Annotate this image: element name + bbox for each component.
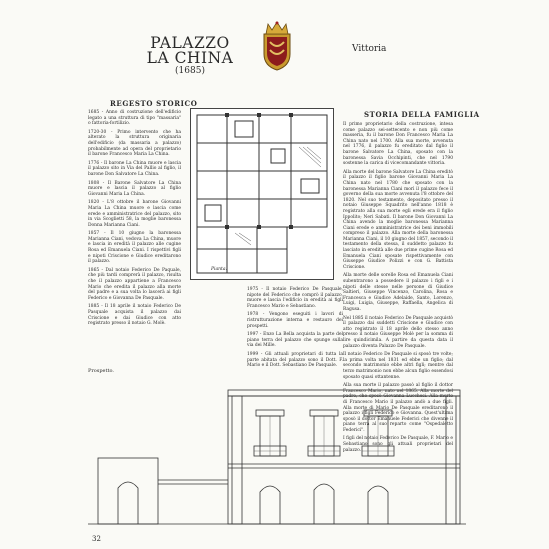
family-paragraph: Alla morte delle sorelle Rosa ed Emanuela Ciani subentrarono a possedere il palazzo i figli e i nipoti delle stesse nelle persone di Giudice Saltieri, Giuseppe Vincenzo, Carolina, Rosa e Francesca e Giudice Adelaide, Santo, Lorenzo, Luigi, Luigia, Giuseppe, Raffaella, Angelica di Ragusa. [343, 273, 453, 312]
family-paragraph: Alla sua morte il palazzo passò al figlio il dottor Francesco Mario, nato nel 1865. Alla morte del padre, che sposò Giovanna Lucchesi. Alla morte di Francesco Mario il palazzo andò a due figli. Alla morte di Mario De Pasquale ereditarono il palazzo i figli Federico e Giovanna. Quest'ultima sposò il dottor Emanuele Federici che divenne il piano terra al suo reparto come "Ospedaletto Federici". [343, 383, 453, 433]
regesto-entry: 1885 - Il 18 aprile il notaio Federico De Pasquale acquista il palazzo dai Criscione e dai Giudice con atto registrato presso il notaio G. Molè. [88, 304, 181, 327]
page-number: 32 [92, 535, 101, 543]
regesto-entry: 1808 - Il Barone Salvatore La China muore e lascia il palazzo al figlio Giovanni Maria La China. [88, 180, 181, 197]
regesto-entry: 1999 - Gli attuali proprietari di tutta la parte abitata del palazzo sono il Dott. F. Mario e il Dott. Sebastiano De Pasquale. [247, 351, 343, 369]
facade-caption: Prospetto. [88, 368, 115, 374]
facade-elevation-drawing [88, 380, 466, 528]
family-paragraph: Nel 1885 il notaio Federico De Pasquale acquistò il palazzo dai suddetti Criscione e Giudice con atto registrato il 18 aprile dello stesso anno presso il notaio Giuseppe Molè per la somma di lire quindicimila. A partire da questa data il palazzo diventa Palazzo De Pasquale. [343, 315, 453, 349]
city-name: Vittoria [352, 44, 387, 54]
coat-of-arms-icon [258, 20, 296, 72]
regesto-entry: 1975 - Il notaio Federico De Pasquale, nipote del Federico che comprò il palazzo, muore e lascia l'edificio in eredità ai figli Francesco Mario e Sebastiano. [247, 287, 343, 309]
regesto-entry: 1865 - Dal notaio Federico De Paquale, che più tardi comprerà il palazzo, risulta che il palazzo appartiene a Francesco Mario che eredita il palazzo alla morte del padre e a sua volta lo lascerà ai figli Federico e Giovanna De Pasquale. [88, 267, 181, 301]
regesto-column [88, 110, 181, 330]
regesto-heading: REGESTO STORICO [110, 99, 198, 108]
regesto-entry: 1820 - L'8 ottobre il barone Giovanni Maria La China muore e lascia come erede e amministratrice del palazzo, sito in via Scoglietti 58, la moglie baronessa Donna Marianna Ciani. [88, 200, 181, 228]
regesto-continuation [247, 287, 343, 372]
regesto-entry: 1685 - Anno di costruzione dell'edificio legato a una struttura di tipo "massaria" o fattoria-fortilizio. [88, 110, 181, 127]
title-line-2: LA CHINA [146, 49, 234, 67]
regesto-entry: 1997 - Enzo La Bella acquista la parte del piano terra del palazzo che spunge sulla via dei Mille. [247, 332, 343, 349]
regesto-entry: 1978 - Vengono eseguiti i lavori di ristrutturazione interna e restauro dei prospetti. [247, 312, 343, 329]
palace-title [140, 36, 240, 66]
family-history-heading: STORIA DELLA FAMIGLIA [364, 110, 480, 119]
regesto-entry: 1857 - Il 10 giugno la baronessa Marianna Ciani, vedova La China, muore e lascia in eredità il palazzo alle cugine Rosa ed Emanuela Ciani. I rispettivi figli e nipoti Criscione e Giudice ereditarono il palazzo. [88, 231, 181, 265]
family-paragraph: Il primo proprietario della costruzione, intesa come palazzo sei-settecento e non più come masseria, fu il barone Don Francesco Maria La China nato nel 1700. Alla sua morte, avvenuta nel 1776, il palazzo fu ereditato dal figlio il barone Salvatore La China, sposato con la baronessa Savia Occhipinti, che nel 1790 sostenne la carica di vicecomandante vittoria. [343, 122, 453, 167]
title-line-1: PALAZZO [150, 34, 230, 52]
regesto-entry: 1720-30 - Primo intervento che ha alterato la struttura originaria dell'edificio (da massaria a palazzo) probabilmente ad opera del proprietario il barone Francesco Maria La China. [88, 129, 181, 158]
family-paragraph: I figli del notaio Federico De Pasquale, F. Mario e Sebastiano sono gli attuali proprietari del palazzo. [343, 436, 453, 453]
floor-plan-drawing [190, 108, 334, 280]
family-paragraph: Alla morte del barone Salvatore La China ereditò il palazzo il figlio barone Giovanni Maria La China nato nel 1780 che sposato con la baronessa Marianna Ciani morì il palazzo fece il governo della sua morte avvenuta l'8 ottobre del 1820. Nel suo testamento, depositato presso il notaio Giuseppe Squadrito nell'anno 1818 è registrato alla sua morte egli erede era il figlio Ippolito; Neri Sabati. Il barone Don Giovanni La China avendo la moglie baronessa Marianna Ciani erede e amministratrice dei beni immobili compreso il palazzo. Alla morte della baronessa Marianna Ciani, il 10 giugno del 1857, secondo il testamento della stessa, il suddetto palazzo fu lasciato in eredità alle due prime cugine Rosa ed Emanuela Ciani sposate rispettivamente con Giuseppe Giudice Polizzi e con G. Battista Criscione. [343, 169, 453, 270]
family-paragraph: Il notaio Federico De Pasquale si sposò tre volte; la prima volta nel 1831 ed ebbe un figlio; dal secondo matrimonio ebbe altri figli; mentre dal terzo matrimonio non ebbe alcun figlio essendosi sposato quasi ottantenne. [343, 352, 453, 380]
regesto-entry: 1776 - Il barone La China muore e lascia il palazzo sito in Via del Pallio al figlio, il barone Don Salvatore La China. [88, 160, 181, 177]
construction-year: (1685) [175, 66, 205, 76]
plan-caption: Pianta. [211, 267, 227, 272]
